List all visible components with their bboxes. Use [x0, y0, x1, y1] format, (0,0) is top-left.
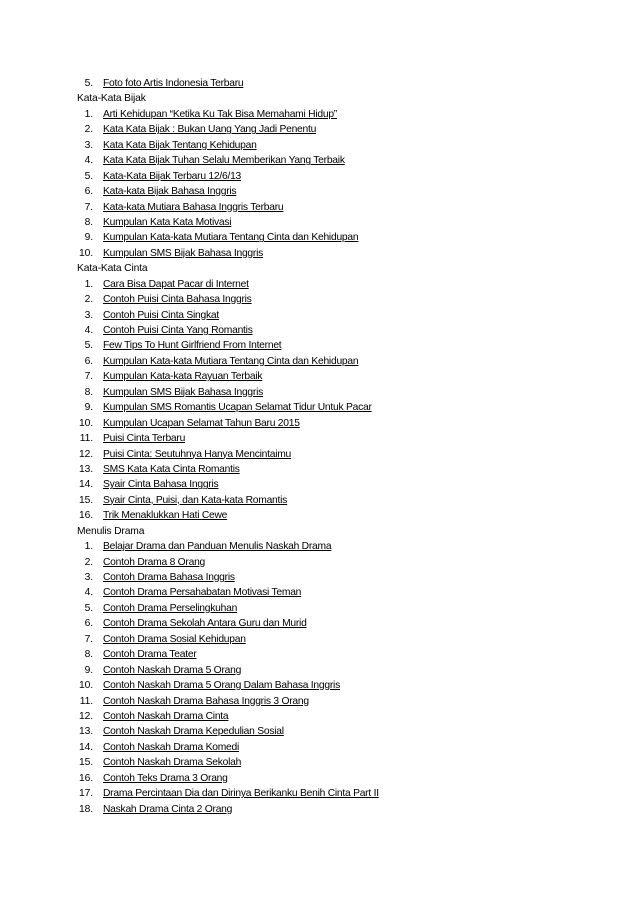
list-item-link[interactable]: Puisi Cinta: Seutuhnya Hanya Mencintaimu: [103, 448, 292, 460]
list-item-link[interactable]: Kumpulan SMS Bijak Bahasa Inggris: [103, 247, 264, 259]
list-item-number: 7.: [84, 371, 93, 383]
list-item: [0, 308, 638, 323]
list-item: [0, 385, 638, 400]
list-item-link[interactable]: Puisi Cinta Terbaru: [103, 433, 186, 445]
section-list: [0, 107, 638, 261]
list-item-number: 5.: [84, 340, 93, 352]
list-item-link[interactable]: Contoh Naskah Drama Kepedulian Sosial: [103, 726, 284, 738]
list-item: [0, 400, 638, 415]
list-item: [0, 647, 638, 662]
list-item-number: 2.: [84, 556, 93, 568]
list-item-number: 9.: [84, 664, 93, 676]
list-item: [0, 771, 638, 786]
list-item-number: 3.: [84, 572, 93, 583]
list-item: [0, 246, 638, 261]
list-item: [0, 585, 638, 600]
list-item-link[interactable]: Kumpulan Kata-kata Mutiara Tentang Cinta dan Kehidupan: [103, 232, 359, 244]
list-item-link[interactable]: Foto foto Artis Indonesia Terbaru: [103, 78, 244, 89]
list-item-link[interactable]: Syair Cinta, Puisi, dan Kata-kata Romantis: [103, 494, 288, 506]
list-item-number: 8.: [84, 649, 93, 661]
list-item-number: 5.: [84, 170, 93, 182]
list-item-number: 8.: [84, 216, 93, 228]
list-item-link[interactable]: Contoh Drama Teater: [103, 649, 197, 661]
list-item-link[interactable]: Contoh Naskah Drama 5 Orang Dalam Bahasa Inggris: [103, 680, 340, 692]
list-item-number: 3.: [84, 139, 93, 151]
list-item: [0, 277, 638, 292]
list-item: [0, 230, 638, 245]
list-item-number: 10.: [78, 680, 93, 692]
list-item-number: 3.: [84, 309, 93, 321]
list-item-link[interactable]: Kumpulan Kata-kata Rayuan Terbaik: [103, 371, 263, 383]
list-item-link[interactable]: Contoh Drama Bahasa Inggris: [103, 572, 235, 583]
list-item-number: 7.: [84, 201, 93, 213]
list-item-number: 10.: [78, 417, 93, 429]
list-item-link[interactable]: Kata-kata Bijak Bahasa Inggris: [103, 186, 237, 198]
list-item-number: 8.: [84, 386, 93, 398]
list-item: [0, 740, 638, 755]
list-item: [0, 694, 638, 709]
list-item: [0, 200, 638, 215]
list-item: [0, 802, 638, 817]
list-item-link[interactable]: Contoh Naskah Drama Komedi: [103, 741, 240, 753]
list-item: [0, 709, 638, 724]
list-item: [0, 76, 638, 91]
list-item: [0, 786, 638, 801]
list-item: [0, 493, 638, 508]
list-item: [0, 678, 638, 693]
list-item: [0, 447, 638, 462]
list-item-number: 9.: [84, 232, 93, 244]
section-heading: Kata-Kata Cinta: [77, 263, 148, 275]
list-item: [0, 354, 638, 369]
list-item-number: 11.: [79, 695, 93, 707]
list-item: [0, 416, 638, 431]
list-item-link[interactable]: Kata Kata Bijak : Bukan Uang Yang Jadi Penentu: [103, 124, 317, 136]
list-item: [0, 663, 638, 678]
list-item-link[interactable]: Contoh Drama Sekolah Antara Guru dan Murid: [103, 618, 307, 630]
list-item-link[interactable]: Cara Bisa Dapat Pacar di Internet: [103, 278, 249, 290]
document-page: [0, 76, 638, 817]
list-item-link[interactable]: Contoh Naskah Drama Sekolah: [103, 757, 242, 769]
list-item: [0, 477, 638, 492]
list-item-link[interactable]: SMS Kata Kata Cinta Romantis: [103, 463, 240, 475]
list-item: [0, 431, 638, 446]
list-item-link[interactable]: Kumpulan Ucapan Selamat Tahun Baru 2015: [103, 417, 300, 429]
list-item-number: 4.: [84, 325, 93, 336]
list-item-link[interactable]: Contoh Puisi Cinta Yang Romantis: [103, 325, 253, 336]
list-item-number: 1.: [84, 541, 93, 553]
list-item-number: 10.: [78, 247, 93, 259]
list-item: [0, 138, 638, 153]
list-item-number: 2.: [84, 294, 93, 306]
list-item-link[interactable]: Kumpulan Kata Kata Motivasi: [103, 216, 232, 228]
list-item-link[interactable]: Contoh Teks Drama 3 Orang: [103, 772, 228, 784]
list-item-link[interactable]: Contoh Drama Perselingkuhan: [103, 602, 238, 614]
section-list: [0, 76, 638, 91]
list-item: [0, 184, 638, 199]
list-item-link[interactable]: Kumpulan SMS Romantis Ucapan Selamat Tidur Untuk Pacar: [103, 402, 372, 414]
list-item-link[interactable]: Contoh Naskah Drama Cinta: [103, 710, 229, 722]
list-item-number: 5.: [84, 602, 93, 614]
list-item-link[interactable]: Kata Kata Bijak Tuhan Selalu Memberikan Yang Terbaik: [103, 155, 345, 167]
list-item: [0, 292, 638, 307]
list-item-number: 16.: [78, 772, 93, 784]
list-item-number: 16.: [78, 510, 93, 522]
list-item-number: 18.: [78, 803, 93, 815]
list-item-number: 7.: [84, 633, 93, 645]
list-item-number: 1.: [84, 278, 93, 290]
list-item-number: 6.: [84, 186, 93, 198]
list-item-link[interactable]: Kata-kata Mutiara Bahasa Inggris Terbaru: [103, 201, 284, 213]
list-item-link[interactable]: Drama Percintaan Dia dan Dirinya Berikanku Benih Cinta Part II: [103, 788, 379, 800]
list-item: [0, 169, 638, 184]
list-item-number: 6.: [84, 355, 93, 367]
section-heading: Menulis Drama: [77, 525, 145, 537]
list-item-number: 4.: [84, 155, 93, 167]
list-item-link[interactable]: Belajar Drama dan Panduan Menulis Naskah Drama: [103, 541, 332, 553]
list-item-number: 6.: [84, 618, 93, 630]
list-item-number: 14.: [78, 741, 93, 753]
list-item-number: 4.: [84, 587, 93, 599]
list-item: [0, 632, 638, 647]
list-item: [0, 616, 638, 631]
list-item-link[interactable]: Contoh Naskah Drama 5 Orang: [103, 664, 242, 676]
list-item: [0, 338, 638, 353]
list-item: [0, 323, 638, 338]
list-item: [0, 555, 638, 570]
list-item-link[interactable]: Contoh Puisi Cinta Singkat: [103, 309, 219, 321]
list-item: [0, 539, 638, 554]
list-item-link[interactable]: Contoh Drama Persahabatan Motivasi Teman: [103, 587, 302, 599]
list-item-number: 12.: [78, 710, 93, 722]
list-item: [0, 153, 638, 168]
list-item-link[interactable]: Arti Kehidupan “Ketika Ku Tak Bisa Memahami Hidup”: [103, 108, 337, 120]
list-item-number: 9.: [84, 402, 93, 414]
list-item: [0, 369, 638, 384]
list-item-link[interactable]: Syair Cinta Bahasa Inggris: [103, 479, 219, 491]
list-item: [0, 724, 638, 739]
list-item-number: 14.: [78, 479, 93, 491]
list-item-number: 12.: [78, 448, 93, 460]
list-item: [0, 107, 638, 122]
list-item-link[interactable]: Contoh Naskah Drama Bahasa Inggris 3 Orang: [103, 695, 309, 707]
list-item: [0, 215, 638, 230]
list-item: [0, 462, 638, 477]
list-item-link[interactable]: Contoh Drama 8 Orang: [103, 556, 206, 568]
list-item-link[interactable]: Contoh Drama Sosial Kehidupan: [103, 633, 246, 645]
list-item-link[interactable]: Few Tips To Hunt Girlfriend From Internet: [103, 340, 282, 352]
list-item-number: 15.: [78, 494, 93, 506]
list-item-number: 13.: [78, 726, 93, 738]
list-item-link[interactable]: Kumpulan SMS Bijak Bahasa Inggris: [103, 386, 264, 398]
list-item-number: 15.: [78, 757, 93, 769]
section-list: [0, 539, 638, 817]
list-item-link[interactable]: Kumpulan Kata-kata Mutiara Tentang Cinta dan Kehidupan: [103, 355, 359, 367]
list-item-number: 1.: [84, 108, 93, 120]
list-item-link[interactable]: Kata-Kata Bijak Terbaru 12/6/13: [103, 170, 242, 182]
list-item-link[interactable]: Kata Kata Bijak Tentang Kehidupan: [103, 139, 257, 151]
list-item: [0, 601, 638, 616]
list-item: [0, 755, 638, 770]
list-item-number: 11.: [79, 433, 93, 445]
list-item-number: 5.: [84, 78, 93, 89]
list-item: [0, 570, 638, 585]
list-item-number: 2.: [84, 124, 93, 136]
list-item-number: 17.: [78, 788, 93, 800]
section-heading: Kata-Kata Bijak: [77, 93, 146, 105]
list-item-link[interactable]: Naskah Drama Cinta 2 Orang: [103, 803, 233, 815]
list-item-link[interactable]: Trik Menaklukkan Hati Cewe: [103, 510, 228, 522]
list-item-link[interactable]: Contoh Puisi Cinta Bahasa Inggris: [103, 294, 252, 306]
section-list: [0, 277, 638, 524]
list-item: [0, 122, 638, 137]
list-item-number: 13.: [78, 463, 93, 475]
list-item: [0, 508, 638, 523]
